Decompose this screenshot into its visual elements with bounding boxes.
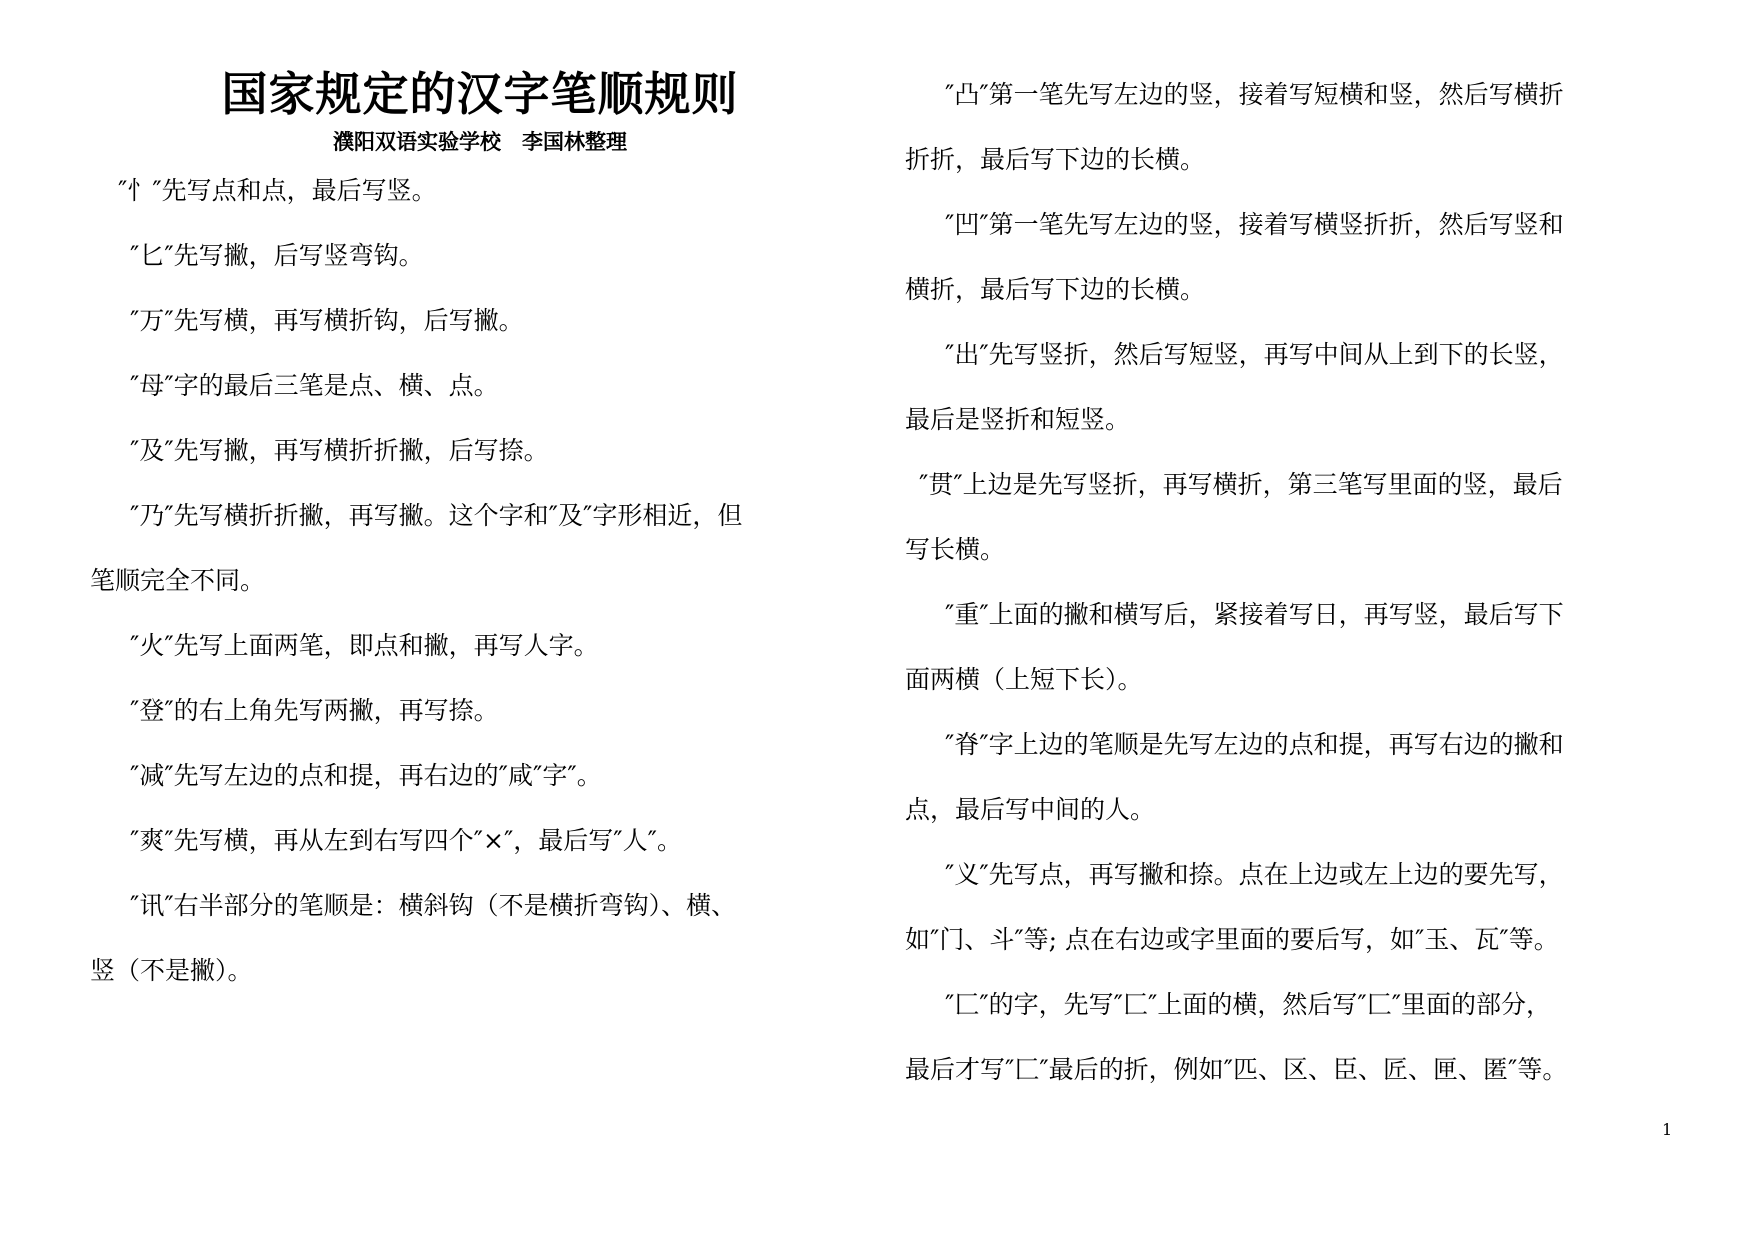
- rule-line: ″乃″先写横折折撇，再写撇。这个字和″及″字形相近，但: [130, 501, 743, 530]
- rule-line: 最后才写″匚″最后的折，例如″匹、区、臣、匠、匣、匿″等。: [905, 1055, 1568, 1084]
- rule-line: ″义″先写点，再写撇和捺。点在上边或左上边的要先写，: [945, 860, 1564, 889]
- rule-line: ″减″先写左边的点和提，再右边的″咸″字″。: [130, 761, 602, 790]
- rule-line: ″爽″先写横，再从左到右写四个″×″，最后写″人″。: [130, 826, 682, 855]
- document-title: 国家规定的汉字笔顺规则: [221, 67, 739, 121]
- rule-line: ″匚″的字，先写″匚″上面的横，然后写″匚″里面的部分，: [945, 990, 1552, 1019]
- rule-line: ″火″先写上面两笔，即点和撇，再写人字。: [130, 631, 599, 660]
- rule-line: ″匕″先写撇，后写竖弯钩。: [130, 241, 424, 270]
- rule-line: ″及″先写撇，再写横折折撇，后写捺。: [130, 436, 549, 465]
- rule-line: ″讯″右半部分的笔顺是：横斜钩（不是横折弯钩）、横、: [130, 891, 737, 920]
- rule-line: 笔顺完全不同。: [90, 566, 266, 595]
- rule-line: 如″门、斗″等; 点在右边或字里面的要后写，如″玉、瓦″等。: [905, 925, 1559, 954]
- rule-line: 面两横（上短下长）。: [905, 665, 1143, 694]
- rule-line: 竖（不是撇）。: [90, 956, 253, 985]
- rule-line: ″登″的右上角先写两撇，再写捺。: [130, 696, 499, 725]
- rule-line: ″忄″先写点和点，最后写竖。: [118, 176, 437, 205]
- rule-line: 最后是竖折和短竖。: [905, 405, 1131, 434]
- left-column: [90, 62, 870, 1003]
- rule-line: ″万″先写横，再写横折钩，后写撇。: [130, 306, 524, 335]
- document-subtitle: 濮阳双语实验学校 李国林整理: [333, 130, 627, 154]
- rule-line: ″重″上面的撇和横写后，紧接着写日，再写竖，最后写下: [945, 600, 1564, 629]
- right-column: [905, 62, 1685, 1102]
- page-number: 1: [1662, 1120, 1673, 1139]
- rule-line: ″出″先写竖折，然后写短竖，再写中间从上到下的长竖，: [945, 340, 1564, 369]
- rule-line: ″脊″字上边的笔顺是先写左边的点和提，再写右边的撇和: [945, 730, 1564, 759]
- rule-line: ″母″字的最后三笔是点、横、点。: [130, 371, 499, 400]
- rule-line: ″凸″第一笔先写左边的竖，接着写短横和竖，然后写横折: [945, 80, 1564, 109]
- rule-line: 写长横。: [905, 535, 1006, 564]
- rule-line: ″贯″上边是先写竖折，再写横折，第三笔写里面的竖，最后: [919, 470, 1563, 499]
- rule-line: 点，最后写中间的人。: [905, 795, 1156, 824]
- rule-line: 横折，最后写下边的长横。: [905, 275, 1206, 304]
- rule-line: 折折，最后写下边的长横。: [905, 145, 1206, 174]
- rule-line: ″凹″第一笔先写左边的竖，接着写横竖折折，然后写竖和: [945, 210, 1564, 239]
